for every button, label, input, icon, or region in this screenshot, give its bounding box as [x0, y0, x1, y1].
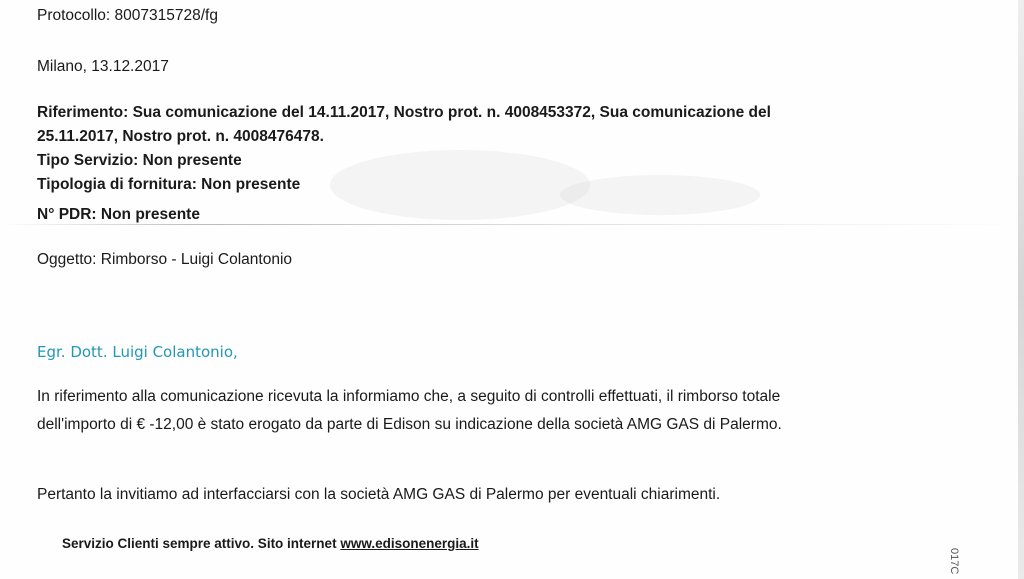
reference-line-1: Riferimento: Sua comunicazione del 14.11.2017, Nostro prot. n. 4008453372, Sua comunicazione del	[37, 104, 771, 121]
body-paragraph-1-line-1: In riferimento alla comunicazione ricevuta la informiamo che, a seguito di controlli effettuati, il rimborso totale	[37, 388, 781, 405]
supply-type: Tipologia di fornitura: Non presente	[37, 176, 301, 193]
customer-service-text: Servizio Clienti sempre attivo. Sito internet	[62, 536, 341, 551]
body-paragraph-2: Pertanto la invitiamo ad interfacciarsi con la società AMG GAS di Palermo per eventuali chiarimenti.	[37, 486, 721, 503]
service-type: Tipo Servizio: Non presente	[37, 152, 242, 169]
side-code: 017C	[948, 548, 960, 575]
reference-line-2: 25.11.2017, Nostro prot. n. 4008476478.	[37, 128, 324, 145]
greeting: Egr. Dott. Luigi Colantonio,	[37, 343, 238, 361]
scan-artifact-line	[0, 224, 1024, 225]
scan-smudge	[330, 150, 590, 220]
body-paragraph-1-line-2: dell'importo di € -12,00 è stato erogato da parte di Edison su indicazione della società AMG GAS di Palermo.	[37, 416, 782, 433]
protocol-number: Protocollo: 8007315728/fg	[37, 7, 218, 24]
subject-line: Oggetto: Rimborso - Luigi Colantonio	[37, 251, 293, 268]
customer-service-line	[62, 534, 479, 554]
page-edge	[1018, 0, 1024, 579]
website-link[interactable]: www.edisonenergia.it	[340, 536, 479, 551]
pdr-number: N° PDR: Non presente	[37, 206, 200, 223]
scan-smudge	[560, 175, 760, 215]
city-date: Milano, 13.12.2017	[37, 58, 169, 75]
